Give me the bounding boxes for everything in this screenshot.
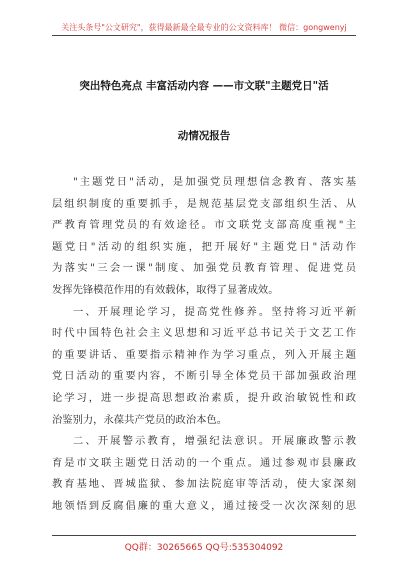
body-line: "主题党日"活动，是加强党员理想信念教育、落实基 xyxy=(73,176,356,188)
body-line: 治鉴别力，永葆共产党员的政治本色。 xyxy=(52,413,228,426)
body-line: 题党日"活动的组织实施，把开展好"主题党日"活动作 xyxy=(52,240,356,253)
body-line: 论学习，进一步提高思想政治素质，提升政治敏锐性和政 xyxy=(52,391,356,404)
footer-divider xyxy=(52,535,356,536)
body-line: 教育基地、晋城监狱、参加法院庭审等活动，使大家深刻 xyxy=(52,478,356,491)
body-line: 时代中国特色社会主义思想和习近平总书记关于文艺工作 xyxy=(52,327,356,340)
body-line: 地领悟到反腐倡廉的重大意义，通过接受一次次深刻的思 xyxy=(52,499,356,512)
header-divider xyxy=(52,35,356,36)
body-line: 党日活动的重要内容，不断引导全体党员干部加强政治理 xyxy=(52,370,356,383)
footer-contact-note: QQ群：30265665 QQ号:535304092 xyxy=(124,543,284,553)
body-line: 发挥先锋模范作用的有效载体，取得了显著成效。 xyxy=(52,283,279,296)
body-line: 的重要讲话、重要指示精神作为学习重点，列入开展主题 xyxy=(52,348,356,361)
document-title-line-1: 突出特色亮点 丰富活动内容 ——市文联"主题党日"活 xyxy=(79,80,329,92)
body-line: 层组织制度的重要抓手，是规范基层党支部组织生活、从 xyxy=(52,197,356,210)
body-line: 二、开展警示教育，增强纪法意识。开展廉政警示教 xyxy=(73,435,356,448)
document-title-line-2: 动情况报告 xyxy=(177,130,231,142)
body-line: 严教育管理党员的有效途径。市文联党支部高度重视"主 xyxy=(52,219,356,232)
body-line: 一、开展理论学习，提高党性修养。坚持将习近平新 xyxy=(73,305,356,318)
body-line: 为落实"三会一课"制度、加强党员教育管理、促进党员 xyxy=(52,262,356,275)
body-line: 育是市文联主题党日活动的一个重点。通过参观市县廉政 xyxy=(52,456,356,469)
document-body xyxy=(52,172,356,518)
header-promo-note: 关注头条号"公文研究"，获得最新最全最专业的公文资料库！ 微信：gongwenyj xyxy=(61,23,347,32)
